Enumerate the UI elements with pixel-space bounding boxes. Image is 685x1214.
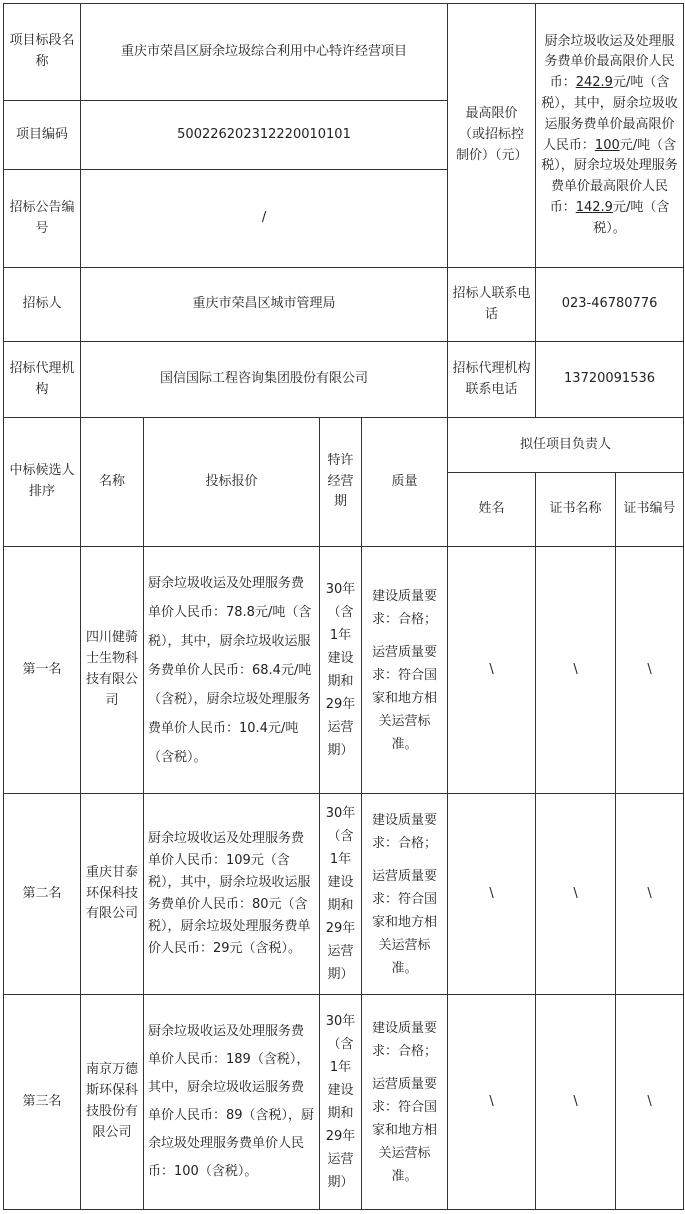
label-tenderer-phone: 招标人联系电话 [448,268,536,342]
tenderer-phone: 023-46780776 [536,268,684,342]
max-price-text-4: 元/吨（含税）。 [593,199,670,236]
candidate-quality [362,794,448,995]
candidate-rank: 第二名 [4,794,81,995]
max-price-total: 242.9 [575,75,613,91]
agency-name: 国信国际工程咨询集团股份有限公司 [81,342,448,418]
candidate-cert-no: \ [616,547,684,794]
candidate-cert-no: \ [616,995,684,1210]
row-tenderer [4,268,684,342]
quality-ops: 运营质量要求：符合国家和地方相关运营标准。 [372,868,438,976]
candidate-manager-name: \ [448,547,536,794]
candidate-bid: 厨余垃圾收运及处理服务费单价人民币：78.8元/吨（含税），其中，厨余垃圾收运服务费单价人民币：68.4元/吨（含税），厨余垃圾处理服务费单价人民币：10.4元/吨（含税）。 [144,547,320,794]
max-price-text-1: 厨余垃圾收运及处理服务费单价最高限价人民币： [544,33,675,91]
notice-no-value: / [81,170,448,268]
table-row [4,547,684,794]
header-manager: 拟任项目负责人 [448,418,684,473]
label-agency: 招标代理机构 [4,342,81,418]
candidate-name: 四川健骑士生物科技有限公司 [81,547,144,794]
candidate-period: 30年（含1年建设期和29年运营期） [320,995,362,1210]
max-price-value [536,4,684,268]
quality-build: 建设质量要求：合格； [372,1020,438,1059]
header-quality: 质量 [362,418,448,547]
tenderer-name: 重庆市荣昌区城市管理局 [81,268,448,342]
header-manager-name: 姓名 [448,473,536,547]
label-section-name: 项目标段名称 [4,4,81,101]
header-cert-no: 证书编号 [616,473,684,547]
candidate-name: 重庆甘泰环保科技有限公司 [81,794,144,995]
label-tenderer: 招标人 [4,268,81,342]
candidate-quality [362,547,448,794]
agency-phone: 13720091536 [536,342,684,418]
candidate-cert-name: \ [536,794,616,995]
row-candidates-header [4,418,684,473]
candidate-period: 30年（含1年建设期和29年运营期） [320,794,362,995]
candidate-manager-name: \ [448,995,536,1210]
header-cert-name: 证书名称 [536,473,616,547]
table-row [4,794,684,995]
bid-result-table [3,3,684,1210]
candidate-rank: 第一名 [4,547,81,794]
code-value: 500226202312220010101 [81,101,448,170]
header-rank: 中标候选人排序 [4,418,81,547]
quality-build: 建设质量要求：合格； [372,812,438,851]
candidate-rank: 第三名 [4,995,81,1210]
candidate-cert-name: \ [536,547,616,794]
header-period: 特许经营期 [320,418,362,547]
candidate-name: 南京万德斯环保科技股份有限公司 [81,995,144,1210]
section-name-value: 重庆市荣昌区厨余垃圾综合利用中心特许经营项目 [81,4,448,101]
label-agency-phone: 招标代理机构联系电话 [448,342,536,418]
max-price-text-2: 元/吨（含税），其中，厨余垃圾收运服务费单价最高限价人民币： [541,75,678,153]
quality-ops: 运营质量要求：符合国家和地方相关运营标准。 [372,1076,438,1184]
label-max-price: 最高限价（或招标控制价）（元） [448,4,536,268]
quality-ops: 运营质量要求：符合国家和地方相关运营标准。 [372,644,438,752]
candidate-cert-no: \ [616,794,684,995]
candidate-bid: 厨余垃圾收运及处理服务费单价人民币：109元（含税），其中，厨余垃圾收运服务费单价人民币：80元（含税），厨余垃圾处理服务费单价人民币：29元（含税）。 [144,794,320,995]
row-agency [4,342,684,418]
candidate-cert-name: \ [536,995,616,1210]
max-price-treatment: 142.9 [575,199,613,215]
header-bid: 投标报价 [144,418,320,547]
label-code: 项目编码 [4,101,81,170]
candidate-bid: 厨余垃圾收运及处理服务费单价人民币：189（含税），其中，厨余垃圾收运服务费单价人民币：89（含税），厨余垃圾处理服务费单价人民币：100（含税）。 [144,995,320,1210]
max-price-collection: 100 [594,137,620,153]
candidate-quality [362,995,448,1210]
table-row [4,995,684,1210]
label-notice-no: 招标公告编号 [4,170,81,268]
candidate-manager-name: \ [448,794,536,995]
header-name: 名称 [81,418,144,547]
max-price-text-3: 元/吨（含税），厨余垃圾处理服务费单价最高限价人民币： [541,137,678,215]
candidate-period: 30年（含1年建设期和29年运营期） [320,547,362,794]
row-section-name [4,4,684,101]
quality-build: 建设质量要求：合格； [372,588,438,627]
